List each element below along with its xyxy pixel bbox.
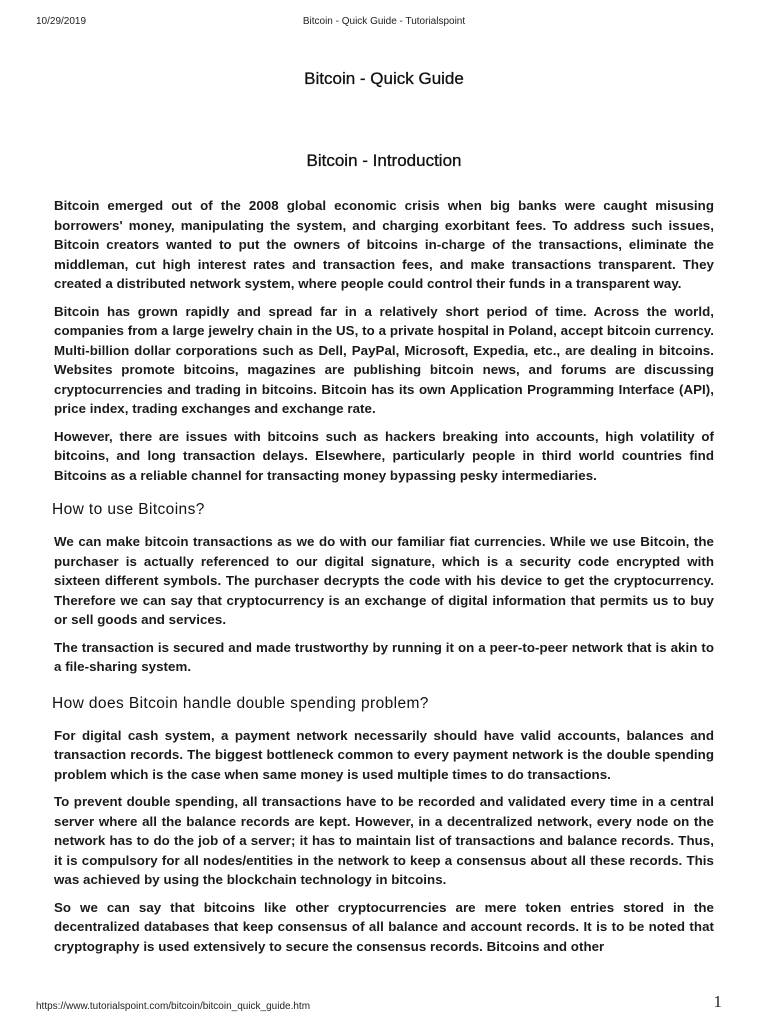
how-to-use-heading: How to use Bitcoins? bbox=[52, 501, 205, 518]
double-spending-paragraph-1: For digital cash system, a payment network necessarily should have valid accounts, balances and transaction records. The biggest bottleneck common to every payment network is the double spending problem which is the case when same money is used multiple times to do transactions. bbox=[54, 727, 714, 782]
how-to-use-paragraph-1: We can make bitcoin transactions as we do with our familiar fiat currencies. While we use Bitcoin, the purchaser is actually referenced to our digital signature, which is a security code encrypted with sixteen different symbols. The purchaser decrypts the code with his device to get the cryptocurrency. Therefore we can say that cryptocurrency is an exchange of digital information that permits us to buy or sell goods and services. bbox=[54, 534, 714, 627]
section-title: Bitcoin - Introduction bbox=[306, 151, 462, 170]
double-spending-heading: How does Bitcoin handle double spending problem? bbox=[52, 694, 429, 712]
double-spending-paragraph-3: So we can say that bitcoins like other cryptocurrencies are mere token entries stored in the decentralized databases that keep consensus of all balance and account records. It is to be noted that cryptography is used extensively to secure the consensus records. Bitcoins and other bbox=[54, 899, 714, 954]
page-url: https://www.tutorialspoint.com/bitcoin/bitcoin_quick_guide.htm bbox=[36, 1001, 311, 1012]
page-number: 1 bbox=[713, 992, 722, 1011]
print-header bbox=[36, 16, 732, 30]
print-footer bbox=[36, 992, 722, 1024]
print-page-title: Bitcoin - Quick Guide - Tutorialspoint bbox=[302, 16, 466, 27]
print-date: 10/29/2019 bbox=[36, 16, 87, 27]
intro-paragraph-3: However, there are issues with bitcoins such as hackers breaking into accounts, high volatility of bitcoins, and long transaction delays. Elsewhere, particularly people in third world countries find Bitcoins as a reliable channel for transacting money bypassing pesky intermediaries. bbox=[54, 428, 714, 483]
intro-paragraph-1: Bitcoin emerged out of the 2008 global economic crisis when big banks were caught misusing borrowers' money, manipulating the system, and charging exorbitant fees. To address such issues, Bitcoin creators wanted to put the owners of bitcoins in-charge of the transactions, eliminate the middleman, cut high interest rates and transaction fees, and make transactions transparent. They created a distributed network system, where people could control their funds in a transparent way. bbox=[54, 198, 714, 291]
document-title: Bitcoin - Quick Guide bbox=[304, 69, 464, 88]
double-spending-paragraph-2: To prevent double spending, all transactions have to be recorded and validated every time in a central server where all the balance records are kept. However, in a decentralized network, every node on the network has to do the job of a server; it has to maintain list of transactions and balance records. Thus, it is compulsory for all nodes/entities in the network to keep a consensus about all these records. This was achieved by using the blockchain technology in bitcoins. bbox=[54, 794, 714, 887]
intro-paragraph-2: Bitcoin has grown rapidly and spread far in a relatively short period of time. Across the world, companies from a large jewelry chain in the US, to a private hospital in Poland, accept bitcoin currency. Multi-billion dollar corporations such as Dell, PayPal, Microsoft, Expedia, etc., are dealing in bitcoins. Websites promote bitcoins, magazines are publishing bitcoin news, and forums are discussing cryptocurrencies and trading in bitcoins. Bitcoin has its own Application Programming Interface (API), price index, trading exchanges and exchange rate. bbox=[54, 303, 714, 416]
how-to-use-paragraph-2: The transaction is secured and made trustworthy by running it on a peer-to-peer network that is akin to a file-sharing system. bbox=[54, 639, 714, 674]
document-content bbox=[54, 64, 714, 964]
